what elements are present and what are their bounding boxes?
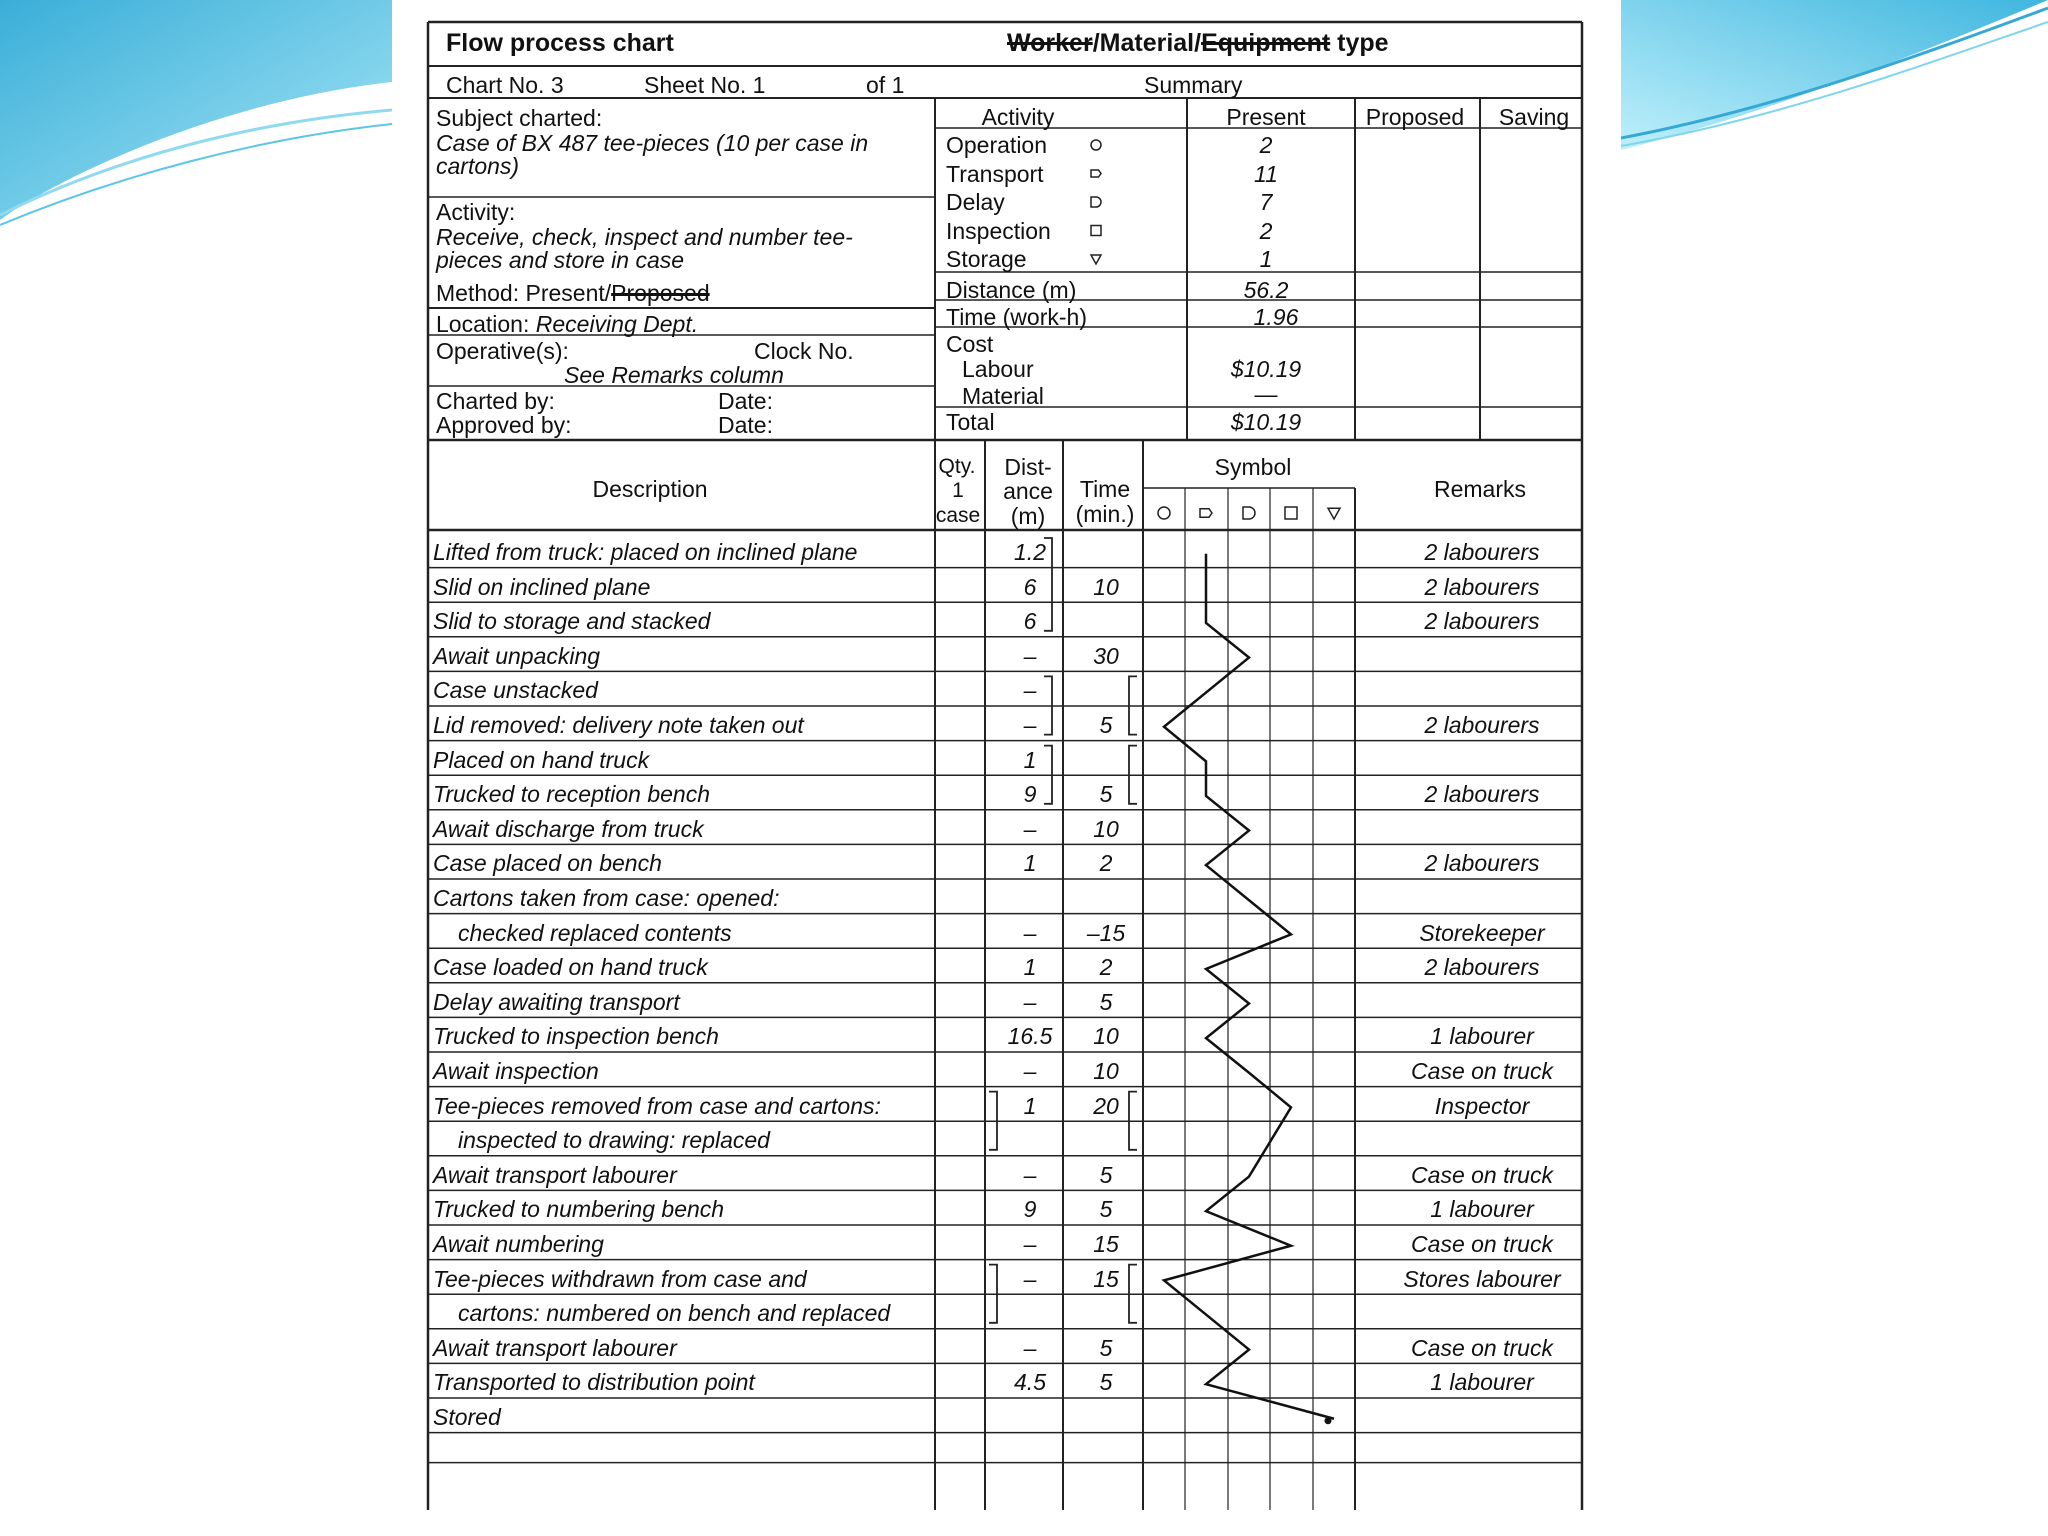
step-distance: 1 <box>1023 850 1037 877</box>
summary-present-value: 2 <box>1259 132 1273 158</box>
step-description: inspected to drawing: replaced <box>458 1127 770 1154</box>
step-time: 20 <box>1093 1092 1119 1119</box>
flow-connector <box>1164 554 1334 1419</box>
flow-process-chart-document <box>392 0 1621 1536</box>
charted-date-label: Date: <box>718 388 773 414</box>
time-value: 1.96 <box>1253 304 1299 330</box>
cost-label: Cost <box>946 331 994 357</box>
col-time-head-2: (min.) <box>1075 501 1135 527</box>
subject-label: Subject charted: <box>436 105 603 131</box>
step-remarks: Case on truck <box>1411 1334 1553 1361</box>
labour-label: Labour <box>962 356 1034 382</box>
material-value: — <box>1254 381 1278 407</box>
step-time: 10 <box>1093 1023 1119 1050</box>
distance-value: 56.2 <box>1243 277 1289 303</box>
col-distance-head-3: (m) <box>1010 503 1046 529</box>
step-description: Tee-pieces removed from case and cartons: <box>433 1092 881 1119</box>
step-distance: – <box>1023 712 1037 738</box>
summary-present-value: 1 <box>1259 246 1273 272</box>
step-distance: 1 <box>1023 1092 1037 1119</box>
step-description: Await numbering <box>433 1231 604 1257</box>
step-description: Slid on inclined plane <box>433 573 651 600</box>
step-time: 5 <box>1099 1196 1113 1223</box>
approved-by-label: Approved by: <box>436 412 572 438</box>
step-remarks: 2 labourers <box>1424 781 1540 808</box>
summary-activity-label: Transport <box>946 160 1044 187</box>
step-remarks: Inspector <box>1434 1092 1530 1119</box>
flow-end-point <box>1325 1417 1332 1424</box>
step-description: Cartons taken from case: opened: <box>433 885 780 911</box>
step-remarks: 2 labourers <box>1424 573 1540 600</box>
activity-label: Activity: <box>436 199 516 225</box>
summary-proposed-head: Proposed <box>1365 104 1465 130</box>
type-worker-struck: Worker <box>1007 29 1093 57</box>
step-remarks: 2 labourers <box>1424 850 1540 877</box>
step-description: Case loaded on hand truck <box>433 954 708 981</box>
summary-present-value: 2 <box>1259 217 1273 244</box>
time-label: Time (work-h) <box>946 304 1087 330</box>
step-description: Await transport labourer <box>433 1334 677 1361</box>
step-description: Lid removed: delivery note taken out <box>433 712 804 738</box>
step-description: Transported to distribution point <box>433 1369 755 1396</box>
activity-line-1: Receive, check, inspect and number tee- <box>436 224 853 250</box>
step-remarks: Case on truck <box>1411 1161 1553 1188</box>
step-description: Stored <box>433 1404 501 1430</box>
step-description: Delay awaiting transport <box>433 988 680 1015</box>
step-remarks: 1 labourer <box>1430 1369 1534 1396</box>
step-distance: 9 <box>1023 1196 1037 1223</box>
step-time: 30 <box>1093 642 1119 669</box>
method-proposed-struck: Proposed <box>611 280 710 306</box>
col-symbol-head: Symbol <box>1214 454 1292 480</box>
step-remarks: 2 labourers <box>1424 712 1540 738</box>
step-description: Trucked to reception bench <box>433 781 711 808</box>
material-label: Material <box>962 383 1044 409</box>
step-distance: – <box>1023 919 1037 946</box>
step-distance: – <box>1023 988 1037 1015</box>
step-time: 5 <box>1099 712 1113 738</box>
summary-activity-label: Storage <box>946 246 1027 272</box>
step-time: 5 <box>1099 988 1113 1015</box>
col-qty-head-1: Qty. <box>938 455 976 478</box>
col-distance-head-1: Dist- <box>1004 454 1052 480</box>
total-value: $10.19 <box>1230 409 1302 435</box>
step-time: 10 <box>1093 1058 1119 1084</box>
step-description: cartons: numbered on bench and replaced <box>458 1300 891 1327</box>
activity-line-2: pieces and store in case <box>436 247 685 273</box>
clock-number-label: Clock No. <box>754 338 854 364</box>
step-remarks: Stores labourer <box>1403 1265 1561 1292</box>
step-time: 5 <box>1099 1369 1113 1396</box>
step-distance: – <box>1023 1334 1037 1361</box>
step-description: Await transport labourer <box>433 1161 677 1188</box>
col-qty-head-2: 1 <box>952 479 964 502</box>
location-label: Location: <box>436 311 530 337</box>
type-equipment-struck: Equipment <box>1201 29 1331 57</box>
chart-title: Flow process chart <box>446 29 674 57</box>
operatives-label: Operative(s): <box>436 338 569 364</box>
step-remarks: 2 labourers <box>1424 608 1540 635</box>
step-distance: – <box>1023 677 1037 704</box>
decorative-swoosh-right <box>1621 0 2048 160</box>
step-distance: – <box>1023 815 1037 842</box>
step-time: 15 <box>1093 1265 1119 1292</box>
distance-label: Distance (m) <box>946 277 1077 303</box>
step-time: 10 <box>1093 815 1119 842</box>
step-time: 15 <box>1093 1231 1119 1257</box>
summary-saving-head: Saving <box>1498 104 1570 130</box>
step-time: 5 <box>1099 781 1113 808</box>
sheet-number: Sheet No. 1 <box>644 72 766 98</box>
step-time: 10 <box>1093 573 1119 600</box>
summary-activity-label: Inspection <box>946 217 1051 244</box>
step-remarks: 1 labourer <box>1430 1023 1534 1050</box>
method-label: Method: Present/ <box>436 280 612 306</box>
col-qty-head-3: case <box>935 504 981 527</box>
flow-path-line <box>392 0 1621 1536</box>
step-time: 2 <box>1099 954 1113 981</box>
chart-number: Chart No. 3 <box>446 72 564 98</box>
summary-activity-label: Delay <box>946 189 1005 215</box>
step-time: 2 <box>1099 850 1113 877</box>
step-description: Case placed on bench <box>433 850 662 877</box>
step-distance: 16.5 <box>1007 1023 1053 1050</box>
summary-present-value: 11 <box>1254 160 1278 187</box>
subject-line-2: cartons) <box>436 153 520 179</box>
step-distance: 1.2 <box>1014 539 1046 565</box>
step-description: Slid to storage and stacked <box>433 608 711 635</box>
step-distance: 6 <box>1023 573 1037 600</box>
col-description-head: Description <box>592 476 708 502</box>
type-material: /Material/ <box>1092 29 1202 57</box>
subject-line-1: Case of BX 487 tee-pieces (10 per case in <box>436 130 869 156</box>
step-distance: – <box>1023 1231 1037 1257</box>
step-description: Trucked to numbering bench <box>433 1196 725 1223</box>
summary-activity-label: Operation <box>946 132 1048 158</box>
step-remarks: Storekeeper <box>1419 919 1545 946</box>
col-distance-head-2: ance <box>1003 478 1053 504</box>
step-distance: 9 <box>1023 781 1037 808</box>
step-distance: 1 <box>1023 954 1037 981</box>
step-description: Await inspection <box>433 1058 599 1084</box>
summary-activity-head: Activity <box>981 104 1055 130</box>
step-time: 5 <box>1099 1334 1113 1361</box>
type-suffix: type <box>1330 29 1389 57</box>
see-remarks-note: See Remarks column <box>564 362 784 388</box>
step-distance: – <box>1023 1265 1037 1292</box>
step-description: checked replaced contents <box>458 919 732 946</box>
approved-date-label: Date: <box>718 412 773 438</box>
labour-value: $10.19 <box>1230 356 1302 382</box>
step-distance: 1 <box>1023 746 1037 773</box>
step-remarks: 1 labourer <box>1430 1196 1534 1223</box>
summary-present-head: Present <box>1226 104 1306 130</box>
step-remarks: Case on truck <box>1411 1058 1553 1084</box>
step-distance: 4.5 <box>1014 1369 1046 1396</box>
step-remarks: 2 labourers <box>1424 539 1540 565</box>
charted-by-label: Charted by: <box>436 388 555 414</box>
step-description: Lifted from truck: placed on inclined plane <box>433 539 858 565</box>
step-time: 5 <box>1099 1161 1113 1188</box>
decorative-swoosh-left <box>0 0 392 240</box>
step-distance: – <box>1023 642 1037 669</box>
step-distance: 6 <box>1023 608 1037 635</box>
step-description: Await discharge from truck <box>433 815 704 842</box>
location-value: Receiving Dept. <box>535 311 699 337</box>
summary-present-value: 7 <box>1259 189 1273 215</box>
step-time: –15 <box>1086 919 1126 946</box>
step-description: Tee-pieces withdrawn from case and <box>433 1265 807 1292</box>
col-time-head-1: Time <box>1079 476 1131 502</box>
summary-heading: Summary <box>1144 72 1243 98</box>
step-description: Placed on hand truck <box>433 746 650 773</box>
sheet-of: of 1 <box>866 72 905 98</box>
step-description: Await unpacking <box>433 642 601 669</box>
step-description: Trucked to inspection bench <box>433 1023 719 1050</box>
step-distance: – <box>1023 1058 1037 1084</box>
col-remarks-head: Remarks <box>1433 476 1527 502</box>
total-label: Total <box>946 409 995 435</box>
step-remarks: Case on truck <box>1411 1231 1553 1257</box>
step-remarks: 2 labourers <box>1424 954 1540 981</box>
step-description: Case unstacked <box>433 677 598 704</box>
step-distance: – <box>1023 1161 1037 1188</box>
